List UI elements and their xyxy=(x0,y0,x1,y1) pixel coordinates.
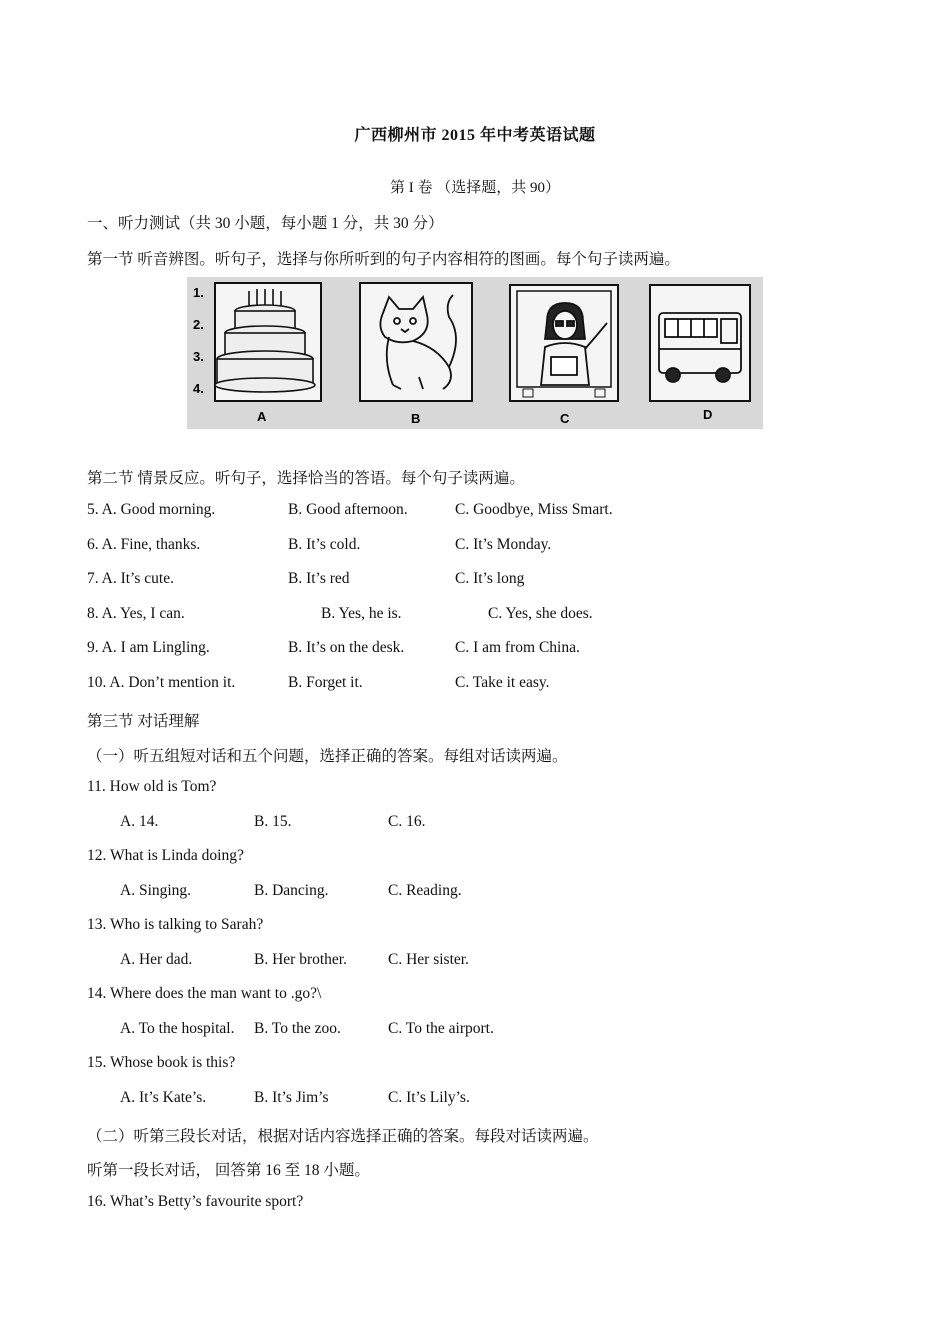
section2-heading: 第二节 情景反应。听句子，选择恰当的答语。每个句子读两遍。 xyxy=(87,470,525,487)
section1-heading: 第一节 听音辨图。听句子，选择与你所听到的句子内容相符的图画。每个句子读两遍。 xyxy=(87,251,680,268)
q10-option-a: 10. A. Don’t mention it. xyxy=(87,674,236,691)
q12-option-c: C. Reading. xyxy=(388,882,462,899)
q11-question: 11. How old is Tom? xyxy=(87,778,217,795)
q15-option-a: A. It’s Kate’s. xyxy=(120,1089,207,1106)
figure-label-b: B xyxy=(411,411,421,426)
q11-option-b: B. 15. xyxy=(254,813,292,830)
q14-option-a: A. To the hospital. xyxy=(120,1020,235,1037)
figure-label-c: C xyxy=(560,411,570,426)
cat-icon xyxy=(360,283,472,401)
q11-option-c: C. 16. xyxy=(388,813,426,830)
section3-sub1: （一）听五组短对话和五个问题，选择正确的答案。每组对话读两遍。 xyxy=(87,748,568,765)
q8-option-a: 8. A. Yes, I can. xyxy=(87,605,185,622)
figure-number-3: 3. xyxy=(193,349,204,364)
section3-heading: 第三节 对话理解 xyxy=(87,713,200,730)
q7-option-a: 7. A. It’s cute. xyxy=(87,570,174,587)
q7-option-c: C. It’s long xyxy=(455,570,525,587)
q9-option-b: B. It’s on the desk. xyxy=(288,639,405,656)
q6-option-c: C. It’s Monday. xyxy=(455,536,552,553)
q6-option-a: 6. A. Fine, thanks. xyxy=(87,536,201,553)
q5-option-a: 5. A. Good morning. xyxy=(87,501,216,518)
q15-question: 15. Whose book is this? xyxy=(87,1054,236,1071)
q6-option-b: B. It’s cold. xyxy=(288,536,361,553)
section3-sub2-intro: 听第一段长对话， 回答第 16 至 18 小题。 xyxy=(87,1162,370,1179)
q7-option-b: B. It’s red xyxy=(288,570,350,587)
figure-label-a: A xyxy=(257,409,267,424)
picture-figure-svg xyxy=(187,277,763,429)
q13-question: 13. Who is talking to Sarah? xyxy=(87,916,264,933)
paper-subtitle: 第 I 卷 （选择题，共 90） xyxy=(390,180,560,196)
q14-option-b: B. To the zoo. xyxy=(254,1020,341,1037)
page-title: 广西柳州市 2015 年中考英语试题 xyxy=(354,127,596,144)
q13-option-a: A. Her dad. xyxy=(120,951,193,968)
q11-option-a: A. 14. xyxy=(120,813,159,830)
part1-heading: 一、听力测试（共 30 小题，每小题 1 分，共 30 分） xyxy=(87,215,444,232)
q8-option-c: C. Yes, she does. xyxy=(488,605,593,622)
q13-option-c: C. Her sister. xyxy=(388,951,469,968)
q8-option-b: B. Yes, he is. xyxy=(321,605,402,622)
teacher-icon xyxy=(510,285,618,401)
q13-option-b: B. Her brother. xyxy=(254,951,347,968)
q15-option-b: B. It’s Jim’s xyxy=(254,1089,329,1106)
figure-label-d: D xyxy=(703,407,713,422)
q9-option-c: C. I am from China. xyxy=(455,639,580,656)
q5-option-c: C. Goodbye, Miss Smart. xyxy=(455,501,613,518)
cake-icon xyxy=(215,283,321,401)
q10-option-c: C. Take it easy. xyxy=(455,674,550,691)
figure-number-1: 1. xyxy=(193,285,204,300)
q14-option-c: C. To the airport. xyxy=(388,1020,494,1037)
q9-option-a: 9. A. I am Lingling. xyxy=(87,639,210,656)
q16-question: 16. What’s Betty’s favourite sport? xyxy=(87,1193,304,1210)
bus-icon xyxy=(650,285,750,401)
q12-question: 12. What is Linda doing? xyxy=(87,847,244,864)
q5-option-b: B. Good afternoon. xyxy=(288,501,408,518)
q12-option-a: A. Singing. xyxy=(120,882,192,899)
q10-option-b: B. Forget it. xyxy=(288,674,363,691)
q14-question: 14. Where does the man want to .go?\ xyxy=(87,985,322,1002)
q15-option-c: C. It’s Lily’s. xyxy=(388,1089,470,1106)
picture-figure xyxy=(187,277,763,429)
figure-number-2: 2. xyxy=(193,317,204,332)
figure-number-4: 4. xyxy=(193,381,204,396)
q12-option-b: B. Dancing. xyxy=(254,882,329,899)
section3-sub2: （二）听第三段长对话，根据对话内容选择正确的答案。每段对话读两遍。 xyxy=(87,1128,599,1145)
